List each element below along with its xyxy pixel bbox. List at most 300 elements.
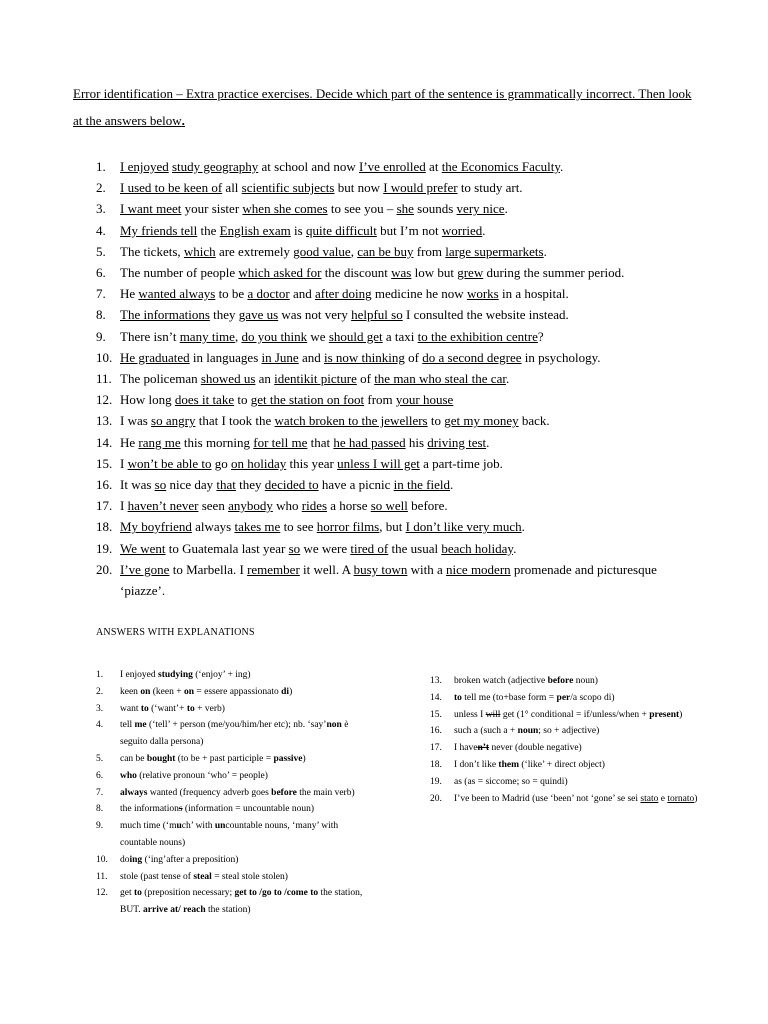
text-segment: (‘want’+ [148, 703, 187, 714]
underlined-segment: after doing [314, 286, 372, 302]
text-segment: tell me (to+base form = [461, 692, 557, 703]
text-segment: much time (‘m [120, 821, 177, 832]
text-segment: nice day [166, 477, 217, 493]
underlined-segment: grew [457, 265, 484, 281]
text-segment: this morning [180, 434, 254, 450]
text-segment: ch’ with [181, 821, 215, 832]
exercise-list [96, 156, 696, 601]
exercise-item [96, 474, 696, 495]
text-segment: countable nouns, ‘many’ with countable nouns) [120, 821, 339, 848]
text-segment: get (1° conditional = if/unless/when + [500, 709, 650, 720]
underlined-segment: remember [247, 561, 300, 577]
item-number: 19. [430, 776, 442, 787]
item-number: 19. [96, 540, 113, 556]
text-segment: to see you – [327, 201, 397, 217]
underlined-segment: horror films [316, 519, 380, 535]
text-segment: noun [517, 726, 539, 737]
underlined-segment: he had passed [333, 434, 406, 450]
text-segment: ) [302, 753, 306, 764]
text-segment: who [120, 770, 137, 781]
text-segment: during the summer period. [483, 265, 625, 281]
answer-item [96, 785, 376, 802]
text-segment: with a [407, 561, 447, 577]
underlined-segment: do a second degree [422, 349, 522, 365]
text-segment: steal [193, 871, 212, 882]
text-segment: un [214, 821, 226, 832]
exercise-item [96, 283, 696, 304]
text-segment: (‘enjoy’ + ing) [192, 670, 251, 680]
text-segment: n’t [477, 743, 490, 754]
underlined-segment: does it take [174, 392, 235, 408]
item-number: 20. [96, 561, 113, 577]
answer-item [430, 740, 700, 757]
text-segment: unless I [454, 709, 486, 720]
text-segment: them [498, 759, 519, 770]
underlined-segment: We went [120, 540, 166, 556]
item-number: 1. [96, 670, 104, 680]
text-segment: , [350, 243, 358, 259]
text-segment: bought [146, 753, 176, 764]
text-segment: (information = uncountable noun) [182, 804, 315, 815]
item-number: 18. [96, 519, 113, 535]
text-segment: his [405, 434, 428, 450]
item-number: 15. [96, 455, 113, 471]
text-segment: get [120, 888, 134, 899]
underlined-segment: My boyfriend [120, 519, 192, 535]
title-period: . [181, 112, 185, 128]
text-segment: = essere appassionato [194, 686, 282, 697]
answer-item [96, 768, 376, 785]
underlined-segment: to the exhibition centre [417, 328, 538, 344]
text-segment: (preposition necessary; [141, 888, 235, 899]
text-segment: present [649, 709, 680, 720]
text-segment: The policeman [120, 371, 201, 387]
text-segment: noun) [573, 676, 598, 686]
exercise-item [96, 177, 696, 198]
text-segment: (keen + [150, 686, 184, 697]
item-number: 10. [96, 349, 113, 365]
text-segment: go [211, 455, 231, 471]
text-segment: can be [120, 753, 147, 764]
underlined-segment: busy town [353, 561, 408, 577]
item-number: 3. [96, 703, 104, 714]
underlined-segment: I’ve enrolled [359, 159, 426, 174]
answer-item [96, 701, 376, 718]
text-segment: this year [286, 455, 338, 471]
text-segment: per [556, 692, 571, 703]
underlined-segment: the man who steal the car [374, 371, 506, 387]
item-number: 10. [96, 854, 108, 865]
text-segment: we [307, 328, 329, 344]
text-segment: a taxi [382, 328, 418, 344]
underlined-segment: which asked for [238, 265, 322, 281]
underlined-segment: which [183, 243, 216, 259]
text-segment: your sister [181, 201, 243, 217]
text-segment: (‘tell’ + person (me/you/him/her etc); nb. ‘say’ [146, 720, 327, 731]
item-number: 16. [430, 726, 442, 737]
text-segment: back. [518, 413, 550, 429]
text-segment: on [140, 686, 151, 697]
text-segment: to [427, 413, 445, 429]
text-segment: di [281, 686, 290, 697]
text-segment: ? [537, 328, 544, 344]
exercise-item [96, 156, 696, 177]
text-segment: at school and now [258, 159, 360, 174]
item-number: 15. [430, 709, 442, 720]
underlined-segment: in June [261, 349, 299, 365]
item-number: 12. [96, 392, 113, 408]
item-number: 17. [96, 498, 113, 514]
underlined-segment: large supermarkets [445, 243, 544, 259]
text-segment: It was [120, 477, 155, 493]
text-segment: from [364, 392, 396, 408]
underlined-segment: quite difficult [305, 222, 377, 238]
text-segment: the station, BUT. [120, 888, 363, 916]
underlined-segment: very nice [456, 201, 505, 217]
text-segment: me [134, 720, 147, 731]
text-segment: arrive at/ reach [143, 905, 206, 916]
exercise-item [96, 304, 696, 325]
underlined-segment: unless I will get [337, 455, 420, 471]
underlined-segment: worried [441, 222, 483, 238]
exercise-item [96, 389, 696, 410]
text-segment: at [425, 159, 442, 174]
text-segment: non [326, 720, 342, 731]
underlined-segment: helpful so [351, 307, 403, 323]
answer-item [96, 751, 376, 768]
underlined-segment: English exam [219, 222, 291, 238]
underlined-segment: that [216, 477, 236, 493]
underlined-segment: wanted always [138, 286, 216, 302]
item-number: 14. [96, 434, 113, 450]
text-segment: ) [679, 709, 683, 720]
underlined-segment: stato [640, 793, 659, 804]
text-segment: always [120, 787, 148, 798]
underlined-segment: so [154, 477, 167, 493]
underlined-segment: when she comes [242, 201, 328, 217]
item-number: 18. [430, 759, 442, 770]
exercise-item [96, 453, 696, 474]
text-segment: . [450, 477, 454, 493]
answer-item [96, 852, 376, 869]
text-segment: seen [198, 498, 229, 514]
text-segment: u [176, 821, 182, 832]
text-segment: never (double negative) [489, 743, 582, 754]
text-segment: How long [120, 392, 175, 408]
exercise-item [96, 198, 696, 219]
text-segment: and [289, 286, 315, 302]
text-segment: low but [411, 265, 458, 281]
text-segment: to [454, 692, 462, 703]
text-segment: . [521, 519, 525, 535]
underlined-segment: was [391, 265, 412, 281]
text-segment: /a scopo di) [570, 692, 615, 703]
underlined-segment: is now thinking [324, 349, 405, 365]
underlined-segment: get the station on foot [250, 392, 365, 408]
answer-item [96, 717, 376, 751]
text-segment: are extremely [215, 243, 294, 259]
text-segment: to Guatemala last year [165, 540, 289, 556]
text-segment: sounds [413, 201, 457, 217]
text-segment: , but [379, 519, 406, 535]
underlined-segment: I would prefer [383, 180, 458, 196]
text-segment: but now [334, 180, 384, 196]
item-number: 2. [96, 686, 104, 697]
text-segment: ing [129, 854, 143, 865]
text-segment: (‘like’ + direct object) [519, 759, 605, 770]
text-segment: e [658, 793, 668, 804]
item-number: 4. [96, 720, 104, 731]
text-segment: ) [289, 686, 293, 697]
text-segment: from [413, 243, 446, 259]
exercise-item [96, 432, 696, 453]
underlined-segment: she [396, 201, 414, 217]
text-segment: the [197, 222, 220, 238]
item-number: 8. [96, 804, 104, 815]
underlined-segment: showed us [200, 371, 256, 387]
text-segment: a part-time job. [419, 455, 503, 471]
item-number: 5. [96, 753, 104, 764]
text-segment: wanted (frequency adverb goes [147, 787, 272, 798]
text-segment: to [140, 703, 149, 714]
answer-item [430, 690, 700, 707]
text-segment: I don’t like [454, 759, 499, 770]
underlined-segment: won’t be able to [127, 455, 212, 471]
text-segment: was not very [278, 307, 352, 323]
underlined-segment: My friends tell [120, 222, 198, 238]
answer-item [96, 885, 376, 919]
underlined-segment: I enjoyed [120, 159, 169, 174]
text-segment: . [559, 159, 564, 174]
text-segment: to see [280, 519, 317, 535]
underlined-segment: in the field [393, 477, 450, 493]
text-segment: the usual [388, 540, 442, 556]
text-segment: in languages [189, 349, 262, 365]
underlined-segment: tired of [350, 540, 389, 556]
underlined-segment: so well [370, 498, 408, 514]
underlined-segment: nice modern [446, 561, 511, 577]
text-segment: in psychology. [521, 349, 601, 365]
text-segment: that [307, 434, 334, 450]
underlined-segment: decided to [264, 477, 319, 493]
text-segment: of [404, 349, 423, 365]
text-segment: as (as = siccome; so = quindi) [454, 776, 568, 787]
text-segment: to [234, 392, 251, 408]
text-segment: but I’m not [376, 222, 442, 238]
exercise-item [96, 326, 696, 347]
text-segment: get to /go to /come to [234, 888, 319, 899]
text-segment: they [209, 307, 239, 323]
underlined-segment: tornato [667, 793, 695, 804]
underlined-segment: I used to be keen of [120, 180, 223, 196]
item-number: 7. [96, 286, 106, 302]
underlined-segment: should get [328, 328, 383, 344]
answer-item [430, 757, 700, 774]
underlined-segment: driving test [427, 434, 487, 450]
answer-item [96, 667, 376, 684]
underlined-segment: a doctor [247, 286, 290, 302]
item-number: 8. [96, 307, 106, 323]
underlined-segment: the Economics Faculty [441, 159, 560, 174]
item-number: 9. [96, 821, 104, 832]
text-segment: the discount [321, 265, 392, 281]
text-segment: the information [120, 804, 179, 815]
item-number: 9. [96, 328, 106, 344]
text-segment: He [120, 286, 139, 302]
text-segment: ; so + adjective) [538, 726, 600, 737]
underlined-segment: takes me [234, 519, 281, 535]
text-segment: + verb) [194, 703, 225, 714]
answer-item [430, 707, 700, 724]
underlined-segment: scientific subjects [241, 180, 335, 196]
underlined-segment: do you think [241, 328, 308, 344]
underlined-segment: I’ve gone [120, 561, 170, 577]
item-number: 7. [96, 787, 104, 798]
text-segment: I was [120, 413, 152, 429]
text-segment: such a (such a + [454, 726, 518, 737]
exercise-item [96, 347, 696, 368]
exercise-item [96, 495, 696, 516]
text-segment: . [504, 201, 508, 217]
underlined-segment: can be buy [357, 243, 414, 259]
text-segment: that I took the [195, 413, 275, 429]
underlined-segment: study geography [171, 159, 259, 174]
text-segment: we were [300, 540, 351, 556]
text-segment: and [298, 349, 324, 365]
text-segment: tell [120, 720, 135, 731]
underlined-segment: beach holiday [441, 540, 514, 556]
item-number: 11. [96, 371, 112, 387]
text-segment: . [513, 540, 517, 556]
text-segment: I have [454, 743, 478, 754]
underlined-segment: haven’t never [127, 498, 199, 514]
text-segment: I consulted the website instead. [402, 307, 569, 323]
underlined-segment: many time [179, 328, 235, 344]
text-segment: I [120, 455, 128, 471]
text-segment: s [178, 804, 183, 815]
exercise-item [96, 559, 696, 601]
underlined-segment: rides [301, 498, 328, 514]
text-segment: to [186, 703, 195, 714]
item-number: 2. [96, 180, 106, 196]
underlined-segment: so angry [151, 413, 196, 429]
underlined-segment: works [466, 286, 499, 302]
text-segment: on [183, 686, 194, 697]
text-segment: (to be + past participle = [175, 753, 274, 764]
text-segment: , [234, 328, 242, 344]
text-segment: to Marbella. I [169, 561, 248, 577]
exercise-item [96, 368, 696, 389]
answer-item [430, 723, 700, 740]
text-segment: who [272, 498, 302, 514]
underlined-segment: The informations [120, 307, 210, 323]
text-segment: . [543, 243, 547, 259]
item-number: 20. [430, 793, 442, 804]
text-segment: an [255, 371, 275, 387]
exercise-item [96, 220, 696, 241]
text-segment: will [485, 709, 501, 720]
exercise-item [96, 262, 696, 283]
text-segment: . [482, 222, 486, 238]
text-segment: of [356, 371, 375, 387]
text-segment: There isn’t [120, 328, 180, 344]
underlined-segment: I want meet [120, 201, 182, 217]
text-segment: before [271, 787, 297, 798]
underlined-segment: gave us [238, 307, 279, 323]
underlined-segment: He graduated [120, 349, 190, 365]
text-segment: they [235, 477, 265, 493]
text-segment: want [120, 703, 141, 714]
text-segment: a horse [327, 498, 371, 514]
text-segment: I enjoyed [120, 670, 158, 680]
text-segment: . [486, 434, 490, 450]
answer-item [96, 818, 376, 852]
text-segment: The tickets, [120, 243, 184, 259]
underlined-segment: good value [293, 243, 351, 259]
text-segment: promenade and picturesque ‘piazze’. [120, 561, 657, 599]
underlined-segment: so [288, 540, 301, 556]
answers-list-left [96, 667, 376, 919]
answer-item [430, 673, 700, 690]
underlined-segment: watch broken to the jewellers [274, 413, 428, 429]
text-segment: always [191, 519, 235, 535]
answer-item [96, 801, 376, 818]
text-segment: ) [694, 793, 698, 804]
item-number: 11. [96, 871, 108, 882]
answers-list-right [430, 673, 700, 807]
text-segment: He [120, 434, 139, 450]
underlined-segment: identikit picture [274, 371, 357, 387]
text-segment: is [290, 222, 306, 238]
text-segment: the station) [205, 905, 251, 916]
item-number: 6. [96, 770, 104, 781]
item-number: 3. [96, 201, 106, 217]
item-number: 13. [96, 413, 113, 429]
item-number: 1. [96, 159, 106, 174]
underlined-segment: anybody [228, 498, 273, 514]
text-segment: have a picnic [318, 477, 394, 493]
text-segment: è seguito dalla persona) [120, 720, 349, 748]
underlined-segment: on holiday [230, 455, 287, 471]
answer-item [96, 869, 376, 886]
exercise-item [96, 241, 696, 262]
underlined-segment: get my money [444, 413, 519, 429]
item-number: 6. [96, 265, 106, 281]
text-segment: before [547, 676, 574, 686]
underlined-segment: for tell me [253, 434, 308, 450]
text-segment: stole (past tense of [120, 871, 194, 882]
underlined-segment: I don’t like very much [405, 519, 522, 535]
item-number: 4. [96, 222, 106, 238]
answers-heading: ANSWERS WITH EXPLANATIONS [96, 627, 255, 638]
text-segment: medicine he now [371, 286, 467, 302]
text-segment: I’ve been to Madrid (use ‘been’ not ‘gone’ se sei [454, 793, 641, 804]
page-title [73, 81, 701, 134]
item-number: 17. [430, 743, 442, 754]
exercise-item [96, 516, 696, 537]
underlined-segment: your house [395, 392, 454, 408]
text-segment: to study art. [457, 180, 523, 196]
text-segment: the main verb) [296, 787, 355, 798]
text-segment: = steal stole stolen) [211, 871, 288, 882]
text-segment: . [505, 371, 510, 387]
text-segment: (‘ing’after a preposition) [142, 854, 239, 865]
text-segment: in a hospital. [498, 286, 569, 302]
exercise-item [96, 538, 696, 559]
item-number: 14. [430, 692, 442, 703]
text-segment: (relative pronoun ‘who’ = people) [136, 770, 268, 781]
text-segment: it well. A [299, 561, 354, 577]
